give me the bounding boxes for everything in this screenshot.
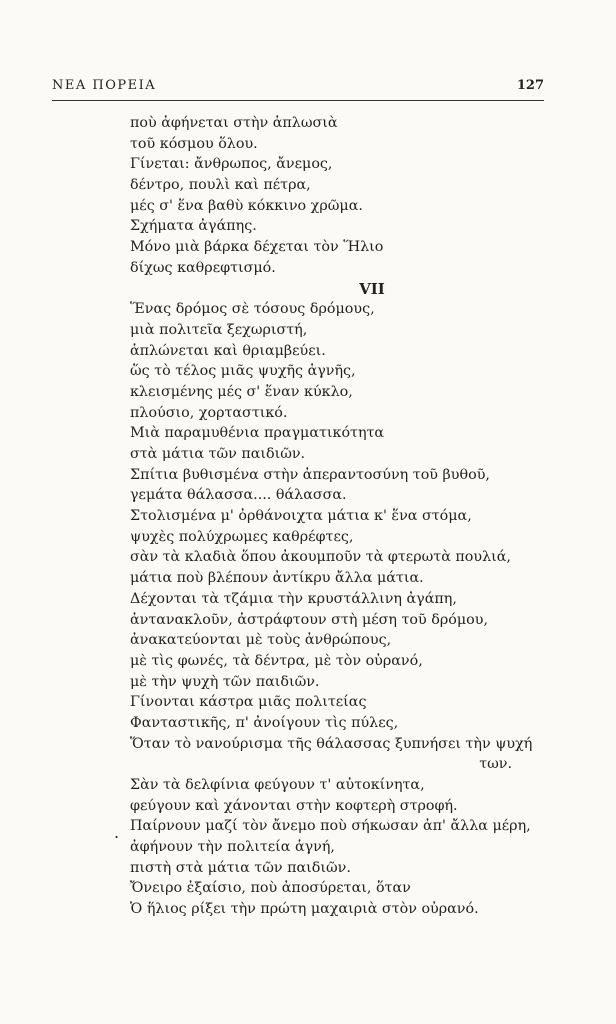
poem-line: Ὁ ἥλιος ρίξει τὴν πρώτη μαχαιριὰ στὸν οὐρανό. xyxy=(130,901,479,918)
poem-line: μές σ' ἕνα βαθὺ κόκκινο χρῶμα. xyxy=(130,197,363,214)
poem-line: ἀντανακλοῦν, ἀστράφτουν στὴ μέση τοῦ δρόμου, xyxy=(130,611,489,628)
poem-line: ἀνακατεύονται μὲ τοὺς ἀνθρώπους, xyxy=(130,632,392,649)
poem-line: τοῦ κόσμου ὅλου. xyxy=(130,135,258,152)
poem-line: φεύγουν καὶ χάνονται στὴν κοφτερὴ στροφή. xyxy=(130,797,458,814)
poem-line-continuation: των. xyxy=(479,756,512,773)
poem-block-1 xyxy=(130,113,544,279)
poem-line: Ὅταν τὸ νανούρισμα τῆς θάλασσας ξυπνήσει τὴν ψυχή xyxy=(130,735,533,752)
poem-line: μάτια ποὺ βλέπουν ἀντίκρυ ἄλλα μάτια. xyxy=(130,570,424,587)
poem-line: Μόνο μιὰ βάρκα δέχεται τὸν Ἥλιο xyxy=(130,239,384,256)
poem-line: μιὰ πολιτεῖα ξεχωριστή, xyxy=(130,321,308,338)
poem-text xyxy=(130,113,544,920)
margin-mark: . xyxy=(114,823,120,842)
page-header xyxy=(52,78,544,101)
poem-line: ψυχὲς πολύχρωμες καθρέφτες, xyxy=(130,528,354,545)
poem-line: Ὄνειρο ἐξαίσιο, ποὺ ἀποσύρεται, ὅταν xyxy=(130,880,411,897)
poem-line: δίχως καθρεφτισμό. xyxy=(130,259,276,276)
section-title: VII xyxy=(359,279,385,298)
poem-line: ἁπλώνεται καὶ θριαμβεύει. xyxy=(130,342,326,359)
poem-block-3 xyxy=(130,775,544,920)
poem-line: Σχήματα ἀγάπης. xyxy=(130,218,257,235)
poem-line: μὲ τὴν ψυχὴ τῶν παιδιῶν. xyxy=(130,673,320,690)
poem-line: σὰν τὰ κλαδιὰ ὅπου ἀκουμποῦν τὰ φτερωτὰ πουλιά, xyxy=(130,549,511,566)
poem-line: πλούσιο, χορταστικό. xyxy=(130,404,288,421)
poem-block-2 xyxy=(130,299,544,754)
poem-line: πιστὴ στὰ μάτια τῶν παιδιῶν. xyxy=(130,859,351,876)
poem-line: γεμάτα θάλασσα.... θάλασσα. xyxy=(130,487,347,504)
poem-line: δέντρο, πουλὶ καὶ πέτρα, xyxy=(130,177,311,194)
poem-line: Δέχονται τὰ τζάμια τὴν κρυστάλλινη ἀγάπη, xyxy=(130,590,457,607)
poem-line: ὥς τὸ τέλος μιᾶς ψυχῆς ἁγνῆς, xyxy=(130,363,356,380)
poem-line: Γίνεται: ἄνθρωπος, ἄνεμος, xyxy=(130,156,333,173)
poem-line: Στολισμένα μ' ὀρθάνοιχτα μάτια κ' ἕνα στόμα, xyxy=(130,508,472,525)
poem-line: Γίνονται κάστρα μιᾶς πολιτείας xyxy=(130,694,367,711)
poem-line: Σὰν τὰ δελφίνια φεύγουν τ' αὐτοκίνητα, xyxy=(130,777,425,793)
poem-line: ποὺ ἀφήνεται στὴν ἁπλωσιὰ xyxy=(130,115,338,131)
poem-line: Φανταστικῆς, π' ἀνοίγουν τὶς πύλες, xyxy=(130,714,399,731)
poem-line: Παίρνουν μαζί τὸν ἄνεμο ποὺ σήκωσαν ἀπ' ἄλλα μέρη, xyxy=(130,818,531,835)
poem-line: μὲ τὶς φωνές, τὰ δέντρα, μὲ τὸν οὐρανό, xyxy=(130,652,423,669)
poem-line: κλεισμένης μές σ' ἕναν κύκλο, xyxy=(130,383,353,400)
poem-line: στὰ μάτια τῶν παιδιῶν. xyxy=(130,446,306,462)
poem-line: ἀφήνουν τὴν πολιτεία ἁγνή, xyxy=(130,839,335,856)
poem-line: Ἕνας δρόμος σὲ τόσους δρόμους, xyxy=(130,301,375,318)
page-number: 127 xyxy=(516,78,544,93)
poem-line: Μιὰ παραμυθένια πραγματικότητα xyxy=(130,425,385,442)
running-title: ΝΕΑ ΠΟΡΕΙΑ xyxy=(52,78,157,93)
poem-line: Σπίτια βυθισμένα στὴν ἀπεραντοσύνη τοῦ βυθοῦ, xyxy=(130,466,490,483)
